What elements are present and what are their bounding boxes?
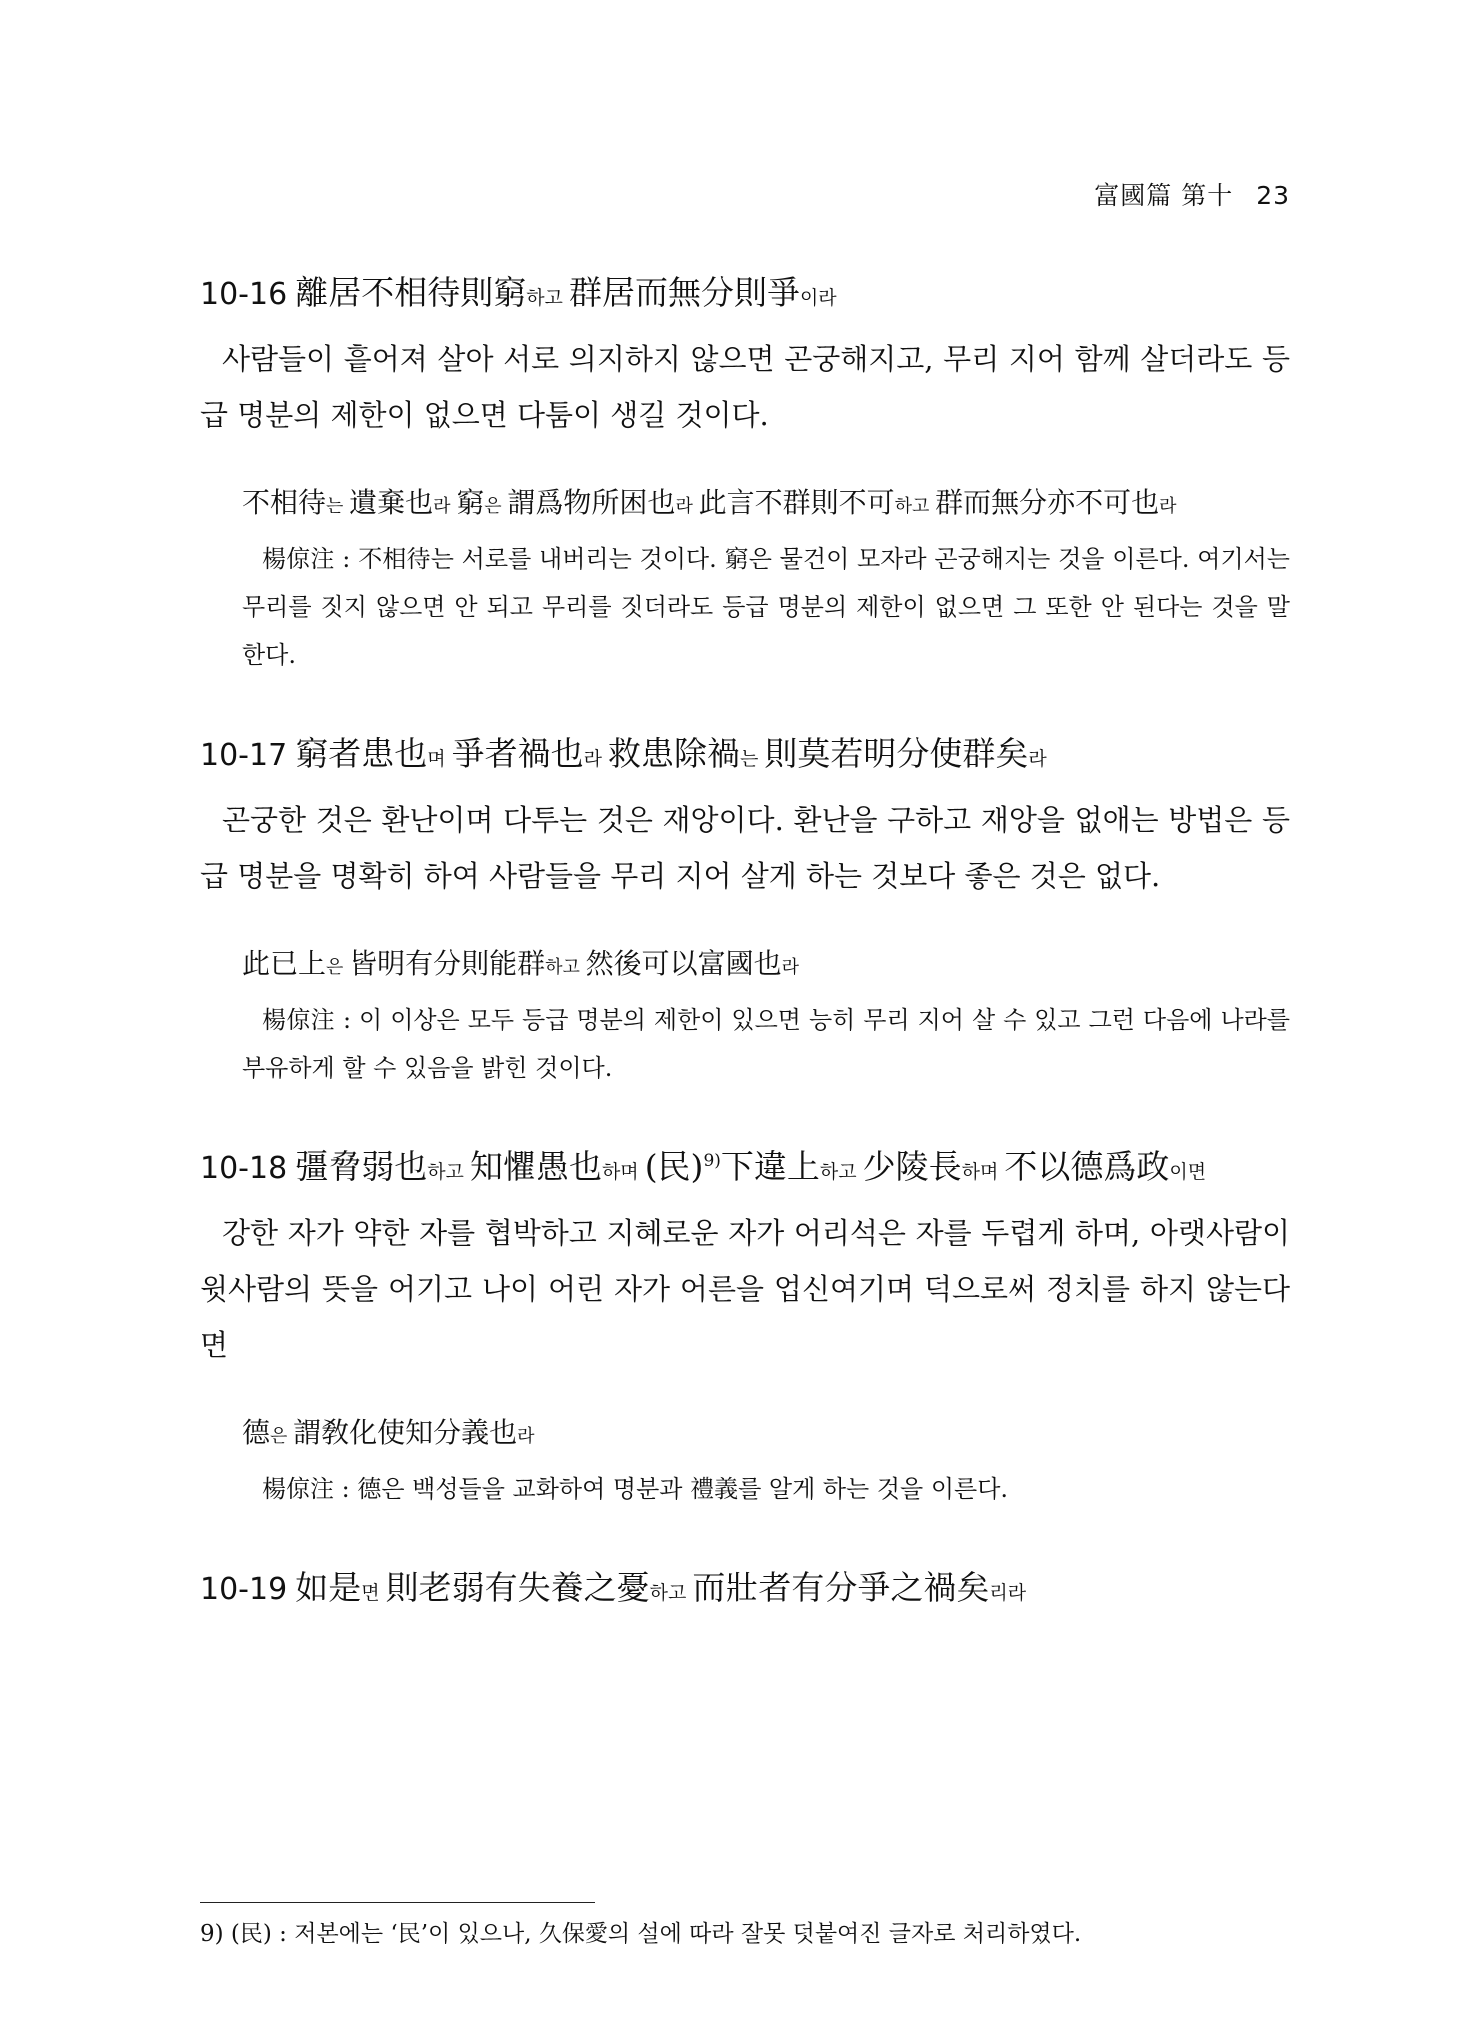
section-10-17 — [200, 731, 1290, 1092]
hanja-text: 不以德爲政 — [1004, 1147, 1170, 1186]
source-verse — [200, 1565, 1290, 1616]
particle: 은 — [270, 1426, 294, 1447]
hanja-text: 德 — [242, 1416, 271, 1449]
particle: 하고 — [427, 1161, 470, 1183]
particle: 이면 — [1169, 1161, 1207, 1183]
particle: 는 — [326, 496, 350, 517]
hanja-text: 不相待 — [242, 486, 327, 519]
commentary-source — [242, 481, 1290, 529]
hanja-text: 謂爲物所困也 — [507, 486, 676, 519]
particle: 라 — [583, 748, 608, 770]
section-number: 10-17 — [200, 738, 288, 773]
commentary — [242, 942, 1290, 1092]
hanja-text: 離居不相待則窮 — [295, 273, 527, 312]
section-10-19 — [200, 1565, 1290, 1616]
hanja-text: 如是 — [295, 1568, 362, 1607]
footnote-reference: 9) — [703, 1151, 721, 1171]
particle: 라 — [433, 496, 457, 517]
commentary-source — [242, 1411, 1290, 1459]
hanja-text: 爭者禍也 — [451, 734, 584, 773]
particle: 며 — [427, 748, 452, 770]
particle: 하고 — [545, 957, 586, 978]
hanja-text: 群而無分亦不可也 — [935, 486, 1160, 519]
hanja-text: 則老弱有失養之憂 — [385, 1568, 650, 1607]
particle: 이라 — [799, 287, 837, 309]
particle: 면 — [361, 1582, 386, 1604]
commentary — [242, 481, 1290, 679]
section-10-18 — [200, 1144, 1290, 1513]
source-verse — [200, 270, 1290, 321]
particle: 하고 — [649, 1582, 693, 1604]
particle: 하며 — [601, 1161, 645, 1183]
hanja-text: 而壯者有分爭之禍矣 — [692, 1568, 990, 1607]
chapter-title: 富國篇 第十 — [1094, 181, 1234, 210]
korean-translation: 강한 자가 약한 자를 협박하고 지혜로운 자가 어리석은 자를 두렵게 하며, 아랫사람이 윗사람의 뜻을 어기고 나이 어린 자가 어른을 업신여기며 덕으로써 정치를 하지 않는다면 — [200, 1216, 1290, 1362]
commentary-translation: 楊倞注 : 不相待는 서로를 내버리는 것이다. 窮은 물건이 모자라 곤궁해지는 것을 이른다. 여기서는 무리를 짓지 않으면 안 되고 무리를 짓더라도 등급 명분의 제한이 없으면 그 또한 안 된다는 것을 말한다. — [242, 545, 1290, 669]
hanja-text: 群居而無分則爭 — [568, 273, 800, 312]
hanja-text: 下違上 — [720, 1147, 820, 1186]
particle: 하고 — [894, 496, 936, 517]
particle: 하고 — [819, 1161, 863, 1183]
particle: 는 — [740, 748, 765, 770]
particle: 하고 — [526, 287, 569, 309]
hanja-text: 謂敎化使知分義也 — [293, 1416, 518, 1449]
commentary — [242, 1411, 1290, 1513]
main-text — [200, 270, 1290, 1668]
particle: 라 — [675, 496, 699, 517]
hanja-text: 此言不群則不可 — [698, 486, 895, 519]
particle: 라 — [1159, 496, 1177, 517]
particle: 하며 — [961, 1161, 1005, 1183]
hanja-text: 則莫若明分使群矣 — [764, 734, 1029, 773]
particle: 은 — [484, 496, 508, 517]
hanja-text: 窮者患也 — [295, 734, 428, 773]
section-number: 10-19 — [200, 1572, 288, 1607]
commentary-translation: 楊倞注 : 德은 백성들을 교화하여 명분과 禮義를 알게 하는 것을 이른다. — [262, 1475, 1009, 1503]
particle: 라 — [517, 1426, 535, 1447]
source-verse — [200, 1144, 1290, 1195]
hanja-text: 彊脅弱也 — [295, 1147, 428, 1186]
particle: 라 — [781, 957, 800, 978]
particle: 리라 — [989, 1582, 1027, 1604]
korean-translation: 곤궁한 것은 환난이며 다투는 것은 재앙이다. 환난을 구하고 재앙을 없애는 방법은 등급 명분을 명확히 하여 사람들을 무리 지어 살게 하는 것보다 좋은 것은 없다. — [200, 803, 1290, 893]
commentary-source — [242, 942, 1290, 990]
hanja-text: 窮 — [456, 486, 485, 519]
hanja-text: 皆明有分則能群 — [349, 947, 546, 980]
particle: 라 — [1028, 748, 1047, 770]
korean-translation: 사람들이 흩어져 살아 서로 의지하지 않으면 곤궁해지고, 무리 지어 함께 살더라도 등급 명분의 제한이 없으면 다툼이 생길 것이다. — [200, 342, 1290, 432]
hanja-text: 少陵長 — [862, 1147, 962, 1186]
hanja-text: (民) — [644, 1147, 704, 1186]
hanja-text: 遺棄也 — [349, 486, 434, 519]
hanja-text: 此已上 — [242, 947, 327, 980]
source-verse — [200, 731, 1290, 782]
particle: 은 — [326, 957, 350, 978]
hanja-text: 救患除禍 — [608, 734, 740, 773]
section-number: 10-18 — [200, 1151, 288, 1186]
footnote: 9) (民) : 저본에는 ‘民’이 있으나, 久保愛의 설에 따라 잘못 덧붙여진 글자로 처리하였다. — [200, 1921, 1082, 1947]
hanja-text: 然後可以富國也 — [585, 947, 782, 980]
section-number: 10-16 — [200, 277, 288, 312]
hanja-text: 知懼愚也 — [469, 1147, 602, 1186]
commentary-translation: 楊倞注 : 이 이상은 모두 등급 명분의 제한이 있으면 능히 무리 지어 살 수 있고 그런 다음에 나라를 부유하게 할 수 있음을 밝힌 것이다. — [242, 1006, 1290, 1082]
page-number: 23 — [1256, 181, 1290, 210]
footnote-divider — [200, 1902, 595, 1903]
running-header — [1094, 176, 1290, 212]
section-10-16 — [200, 270, 1290, 679]
